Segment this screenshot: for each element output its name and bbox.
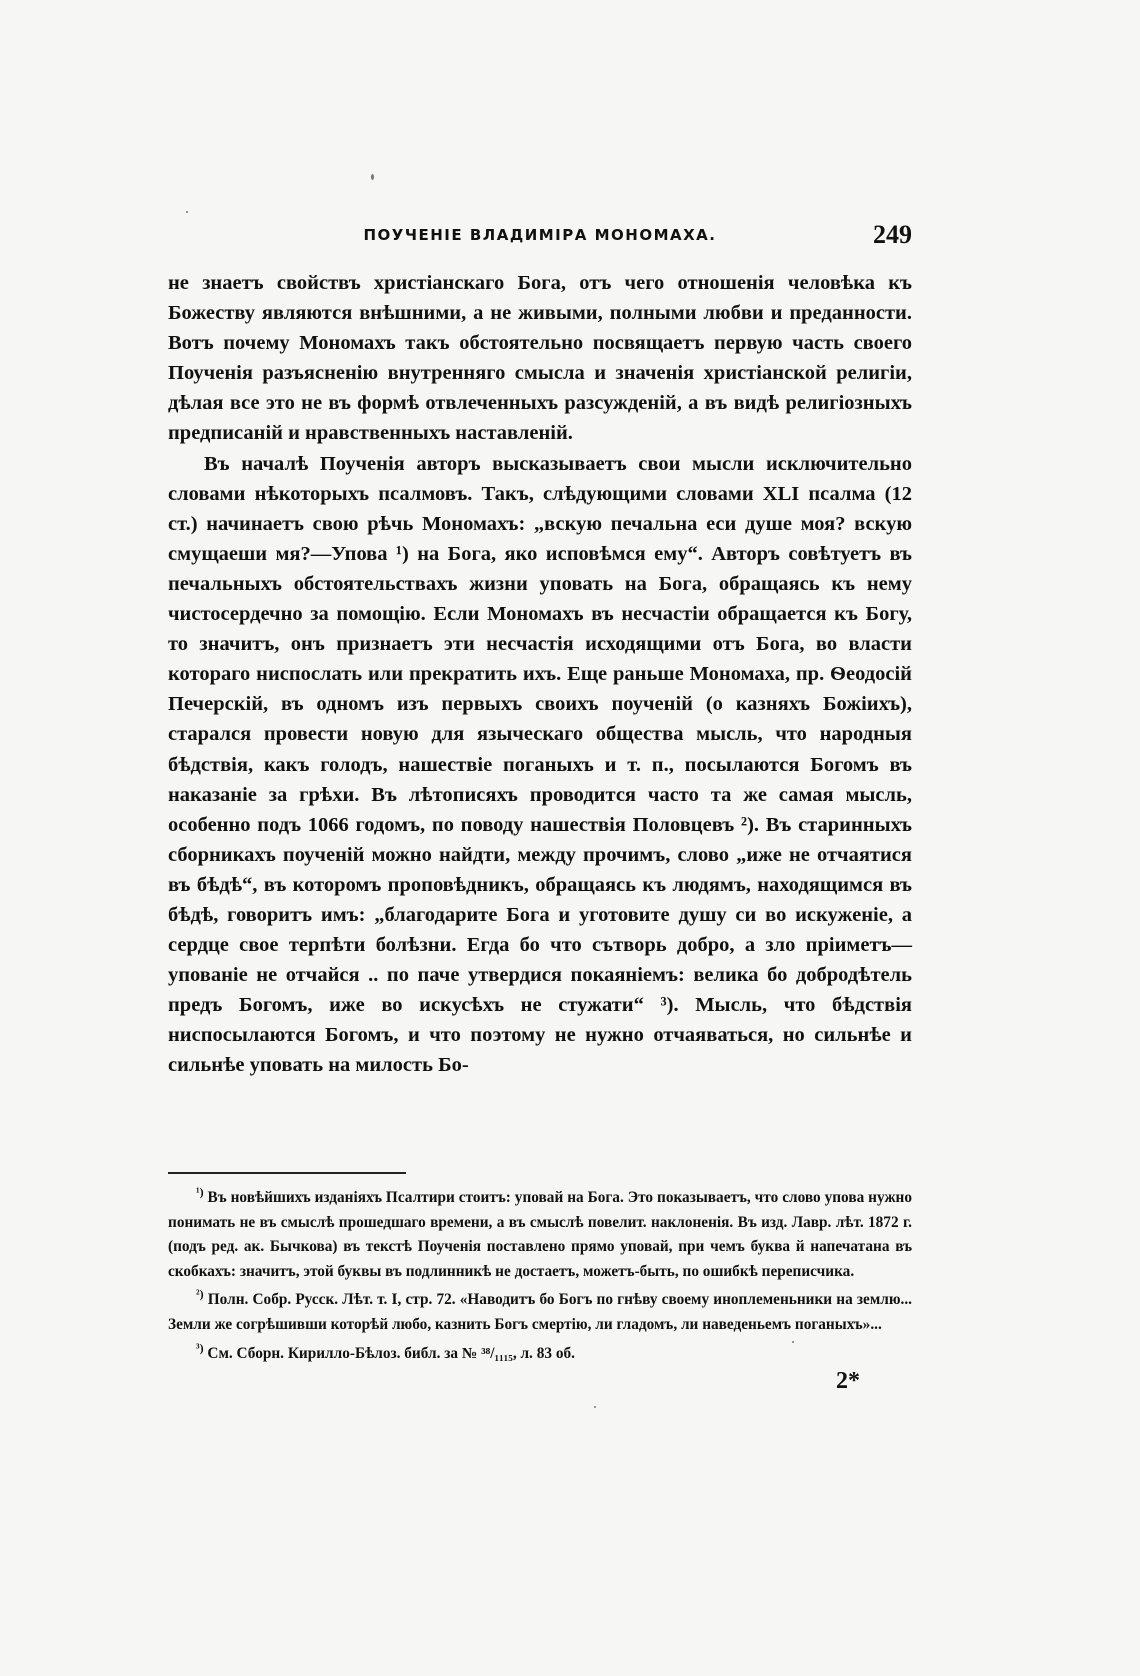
page-header [168, 220, 912, 252]
print-speck [371, 174, 374, 180]
footnote-text: Въ новѣйшихъ изданіяхъ Псалтири стоитъ: уповай на Бога. Это показываетъ, что слово упова нужно понимать не въ смыслѣ прошедшаго времени, а въ смыслѣ повелит. наклоненія. Въ изд. Лавр. лѣт. 1872 г. (подъ ред. ак. Бычкова) въ текстѣ Поученія поставлено прямо уповай, при чемъ буква й напечатана въ скобкахъ: значитъ, этой буквы въ подлинникѣ не достаетъ, можетъ-быть, по ошибкѣ переписчика. [168, 1189, 912, 1280]
footnote [168, 1342, 912, 1367]
paragraph: не знаетъ свойствъ христіанскаго Бога, отъ чего отношенія человѣка къ Божеству являются внѣшними, а не живыми, полными любви и преданности. Вотъ почему Мономахъ такъ обстоятельно посвящаетъ первую часть своего Поученія разъясненію внутренняго смысла и значенія христіанской религіи, дѣлая все это не въ формѣ отвлеченныхъ разсужденій, а въ видѣ религіозныхъ предписаній и нравственныхъ наставленій. [168, 272, 912, 445]
footnote-text: См. Сборн. Кирилло-Бѣлоз. библ. за № ³⁸/₁₁₁₅, л. 83 об. [207, 1344, 575, 1362]
footnote-separator [168, 1172, 406, 1174]
page-number: 249 [873, 220, 912, 249]
footnote [168, 1186, 912, 1284]
print-speck [594, 1406, 596, 1408]
footnote-mark: ¹) [196, 1184, 204, 1199]
footnote [168, 1288, 912, 1337]
footnotes [168, 1186, 912, 1370]
footnote-mark: ²) [196, 1287, 204, 1302]
footnote-mark: ³) [196, 1340, 204, 1355]
main-text [168, 268, 912, 1081]
paragraph: Въ началѣ Поученія авторъ высказываетъ свои мысли исключительно словами нѣкоторыхъ псалмовъ. Такъ, слѣдующими словами XLI псалма (12 ст.) начинаетъ свою рѣчь Мономахъ: „вскую печальна еси душе моя? вскую смущаеши мя?—Упова ¹) на Бога, яко исповѣмся ему“. Авторъ совѣтуетъ въ печальныхъ обстоятельствахъ жизни уповать на Бога, обращаясь къ нему чистосердечно за помощію. Если Мономахъ въ несчастіи обращается къ Богу, то значитъ, онъ признаетъ эти несчастія исходящими отъ Бога, во власти котораго ниспослать или прекратить ихъ. Еще раньше Мономаха, пр. Ѳеодосій Печерскій, въ одномъ изъ первыхъ своихъ поученій (о казняхъ Божіихъ), старался провести новую для языческаго общества мысль, что народныя бѣдствія, какъ голодъ, нашествіе поганыхъ и т. п., посылаются Богомъ въ наказаніе за грѣхи. Въ лѣтописяхъ проводится часто та же самая мысль, особенно подъ 1066 годомъ, по поводу нашествія Половцевъ ²). Въ старинныхъ сборникахъ поученій можно найдти, между прочимъ, слово „иже не отчаятися въ бѣдѣ“, въ которомъ проповѣдникъ, обращаясь къ людямъ, находящимся въ бѣдѣ, говоритъ имъ: „благодарите Бога и уготовите душу си во искуженіе, а сердце свое терпѣти болѣзни. Егда бо что сътворь добро, а зло пріиметъ—упованіе не отчайся .. по паче утвердися покаяніемъ: велика бо добродѣтель предъ Богомъ, иже во искусѣхъ не стужати“ ³). Мысль, что бѣдствія ниспосылаются Богомъ, и что поэтому не нужно отчаяваться, но сильнѣе и сильнѣе уповать на милость Бо- [168, 452, 912, 1077]
footnote-text: Полн. Собр. Русск. Лѣт. т. I, стр. 72. «Наводитъ бо Богъ по гнѣву своему иноплеменьники на землю... Земли же согрѣшивши которѣй любо, казнить Богъ смертію, ли гладомъ, ли наведеньемъ поганыхъ»... [168, 1291, 912, 1333]
signature-mark: 2* [836, 1368, 860, 1394]
running-title: ПОУЧЕНІЕ ВЛАДИМІРА МОНОМАХА. [363, 226, 717, 244]
print-speck [186, 211, 188, 213]
